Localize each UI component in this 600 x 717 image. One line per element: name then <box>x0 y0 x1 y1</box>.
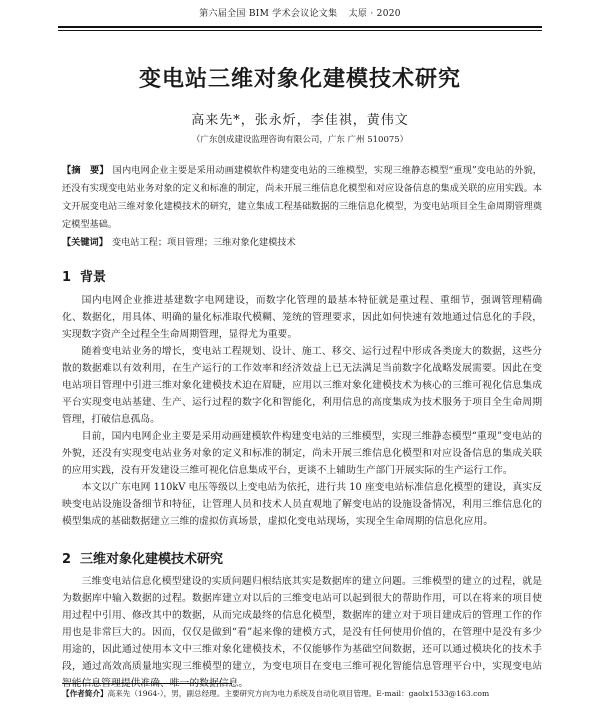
section-number: 1 <box>62 270 72 285</box>
header-rule-thin <box>58 30 542 31</box>
paragraph: 国内电网企业推进基建数字电网建设，而数字化管理的最基本特征就是重过程、重细节，强调管理精确化、数据化，用具体、明确的量化标准取代模糊、笼统的管理要求，因此如何快速有效地通过信息化的手段，实现数字资产全过程全生命周期管理，显得尤为重要。 <box>62 295 542 340</box>
abstract-label: 【摘 要】 <box>62 165 109 176</box>
author-footnote <box>62 688 560 700</box>
footnote-rule <box>62 683 232 684</box>
conference-name: 第六届全国 BIM 学术会议论文集 <box>199 9 338 19</box>
abstract-text: 国内电网企业主要是采用动画建模软件构建变电站的三维模型，实现三维静态模型“重现”变电站的外貌，还没有实现变电站业务对象的定义和标准的制定，尚未开展三维信息化模型和对应设备信息的集成关联的应用实践。本文开展变电站三维对象化建模技术的研究，建立集成工程基础数据的三维信息化模型，为变电站项目全生命周期管理奠定模型基础。 <box>62 165 542 230</box>
keywords <box>62 236 542 250</box>
section-heading-2 <box>62 548 223 567</box>
keywords-text: 变电站工程；项目管理；三维对象化建模技术 <box>111 237 296 248</box>
paragraph: 随着变电站业务的增长，变电站工程规划、设计、施工、移交、运行过程中形成各类庞大的数据，这些分散的数据难以有效利用，在生产运行的工作效率和经济效益上已无法满足当前数字化战略发展需要。因此在变电站项目管理中引进三维对象化建模技术迫在眉睫，应用以三维对象化建模技术为核心的三维可视化信息集成平台实现变电站基建、生产、运行过程的数字化和智能化，利用信息的高度集成为技术服务于项目全生命周期管理，打破信息孤岛。 <box>62 346 542 425</box>
paragraph: 本文以广东电网 110kV 电压等级以上变电站为依托，进行共 10 座变电站标准信息化模型的建设，真实反映变电站设施设备细节和特征，让管理人员和技术人员直观地了解变电站的设施设备情况，利用三维信息化的模型集成的基础数据建立三维的虚拟仿真场景，虚拟化变电站现场，实现全生命周期的信息化应用。 <box>62 482 542 527</box>
running-header <box>0 6 600 19</box>
section-number: 2 <box>62 552 72 567</box>
paragraph: 目前，国内电网企业主要是采用动画建模软件构建变电站的三维模型，实现三维静态模型“重现”变电站的外貌，还没有实现变电站业务对象的定义和标准的制定，尚未开展三维信息化模型和对应设备信息的集成关联的应用实践，没有开发建设三维可视化信息集成平台，更谈不上辅助生产部门开展实际的生产运行工作。 <box>62 431 542 476</box>
abstract <box>62 162 542 234</box>
author-list: 高来先*，张永炘，李佳祺，黄伟文 <box>191 113 409 128</box>
section-body-2 <box>62 573 542 692</box>
section-title: 三维对象化建模技术研究 <box>80 552 224 567</box>
footnote-label: 【作者简介】 <box>62 689 108 698</box>
section-body-1 <box>62 292 542 530</box>
conference-location-year: 太原 · 2020 <box>348 9 401 19</box>
keywords-label: 【关键词】 <box>62 237 108 248</box>
section-heading-1 <box>62 266 106 285</box>
section-title: 背景 <box>80 270 107 285</box>
header-rule-thick <box>58 26 542 28</box>
footnote-text: 高来先（1964-），男，副总经理。主要研究方向为电力系统及自动化项目管理。E-mail：gaolx1533@163.com <box>107 689 490 698</box>
paragraph: 三维变电站信息化模型建设的实质问题归根结底其实是数据库的建立问题。三维模型的建立的过程，就是为数据库中输入数据的过程。数据库建立对以后的三维变电站可以起到很大的帮助作用，可以在将来的项目使用过程中引用、修改其中的数据，从而完成最终的信息化模型，数据库的建立对于项目建成后的管理工作的作用也是非常巨大的。因而，仅仅是做到“看”起来像的建模方式，是没有任何使用价值的，在管理中是没有多少用途的，因此通过使用本文中三维对象化建模技术，不仅能够作为基础空间数据，还可以通过模块化的技术手段，通过高效高质量地实现三维模型的建立，为变电项目在变电三维可视化智能信息管理平台中，实现变电站智能信息管理提供准确、唯一的数据信息。 <box>62 576 542 689</box>
paper-title: 变电站三维对象化建模技术研究 <box>138 67 461 92</box>
affiliation: （广东创成建设监理咨询有限公司，广东 广州 510075） <box>191 135 409 145</box>
